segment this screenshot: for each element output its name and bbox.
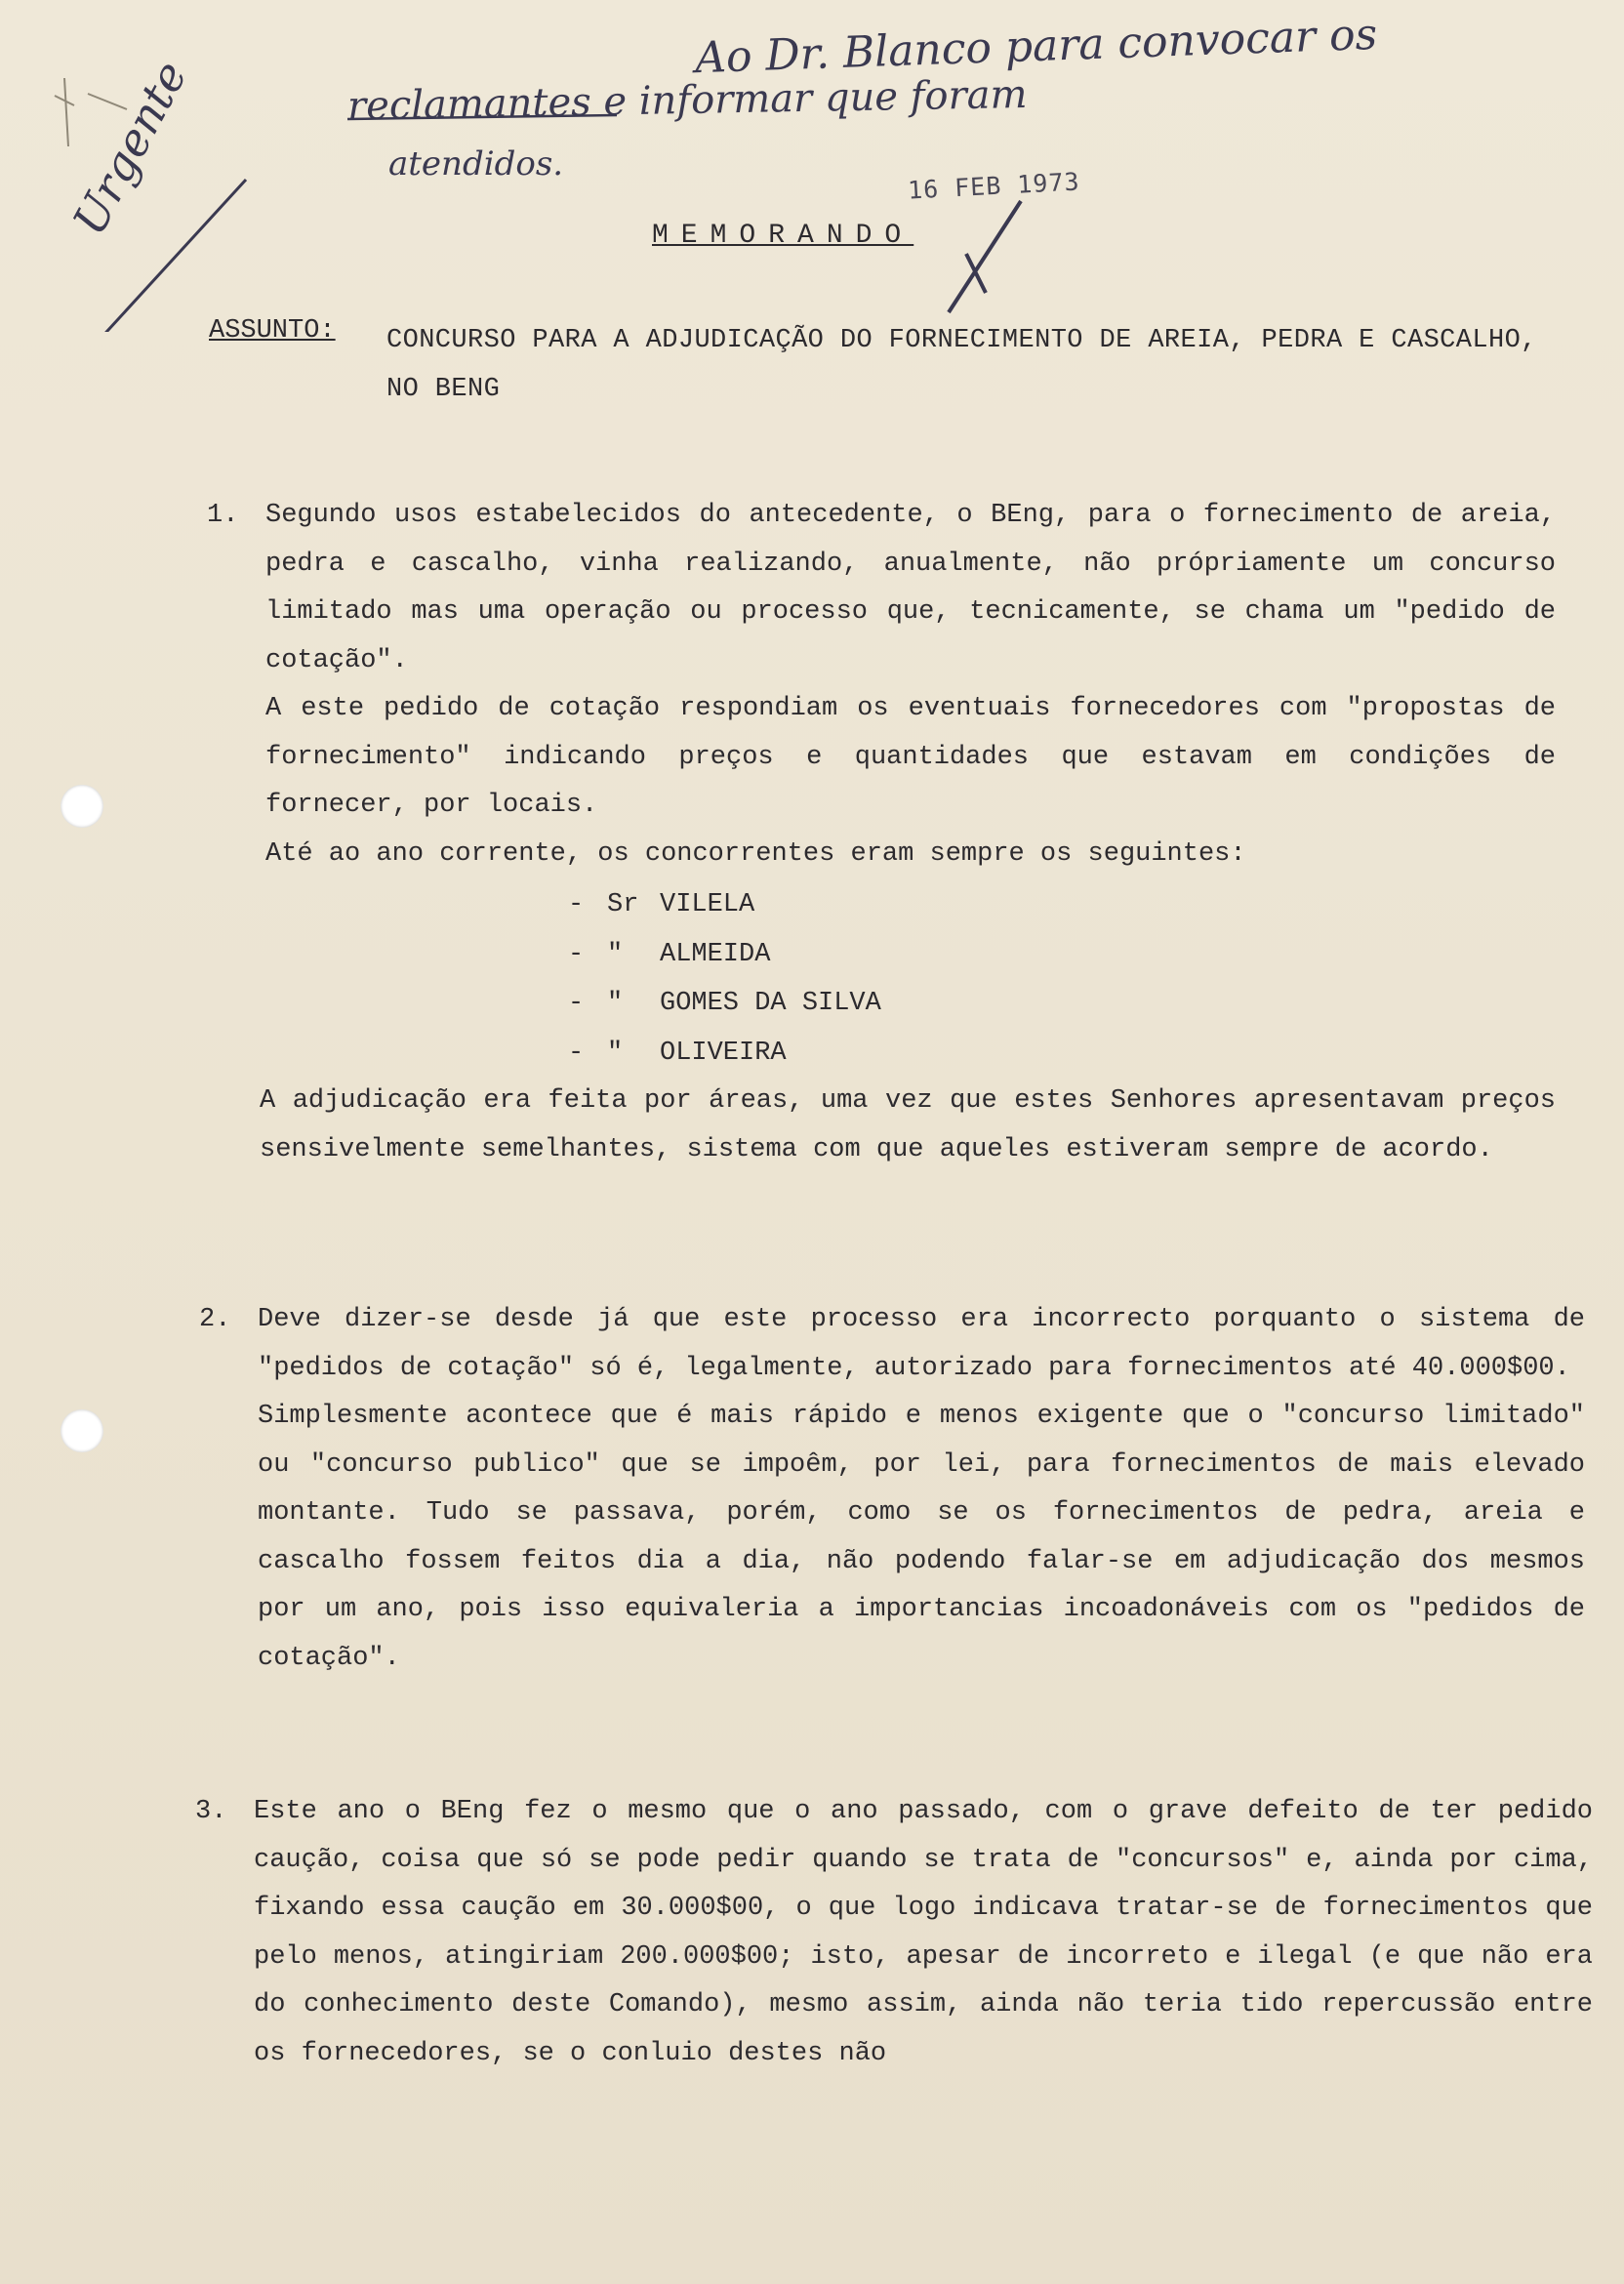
handwritten-note-line-1: Ao Dr. Blanco para convocar os <box>694 9 1378 84</box>
document-title: MEMORANDO <box>652 221 914 251</box>
underline-reclamantes <box>347 115 617 119</box>
handwritten-margin-note: Urgente <box>62 52 198 244</box>
punch-hole-top <box>61 785 103 828</box>
subject-label: ASSUNTO: <box>209 316 336 346</box>
paragraph: A adjudicação era feita por áreas, uma vez que estes Senhores apresentavam preços sensivelmente semelhantes, sistema com que aqueles estiveram sempre de acordo. <box>260 1086 1556 1164</box>
paragraph: Deve dizer-se desde já que este processo era incorrecto porquanto o sistema de "pedidos de cotação" só é, legalmente, autorizado para fornecimentos até 40.000$00. <box>258 1305 1585 1383</box>
received-date-stamp: 16 FEB 1973 <box>907 167 1081 205</box>
paragraph: Segundo usos estabelecidos do antecedente, o BEng, para o fornecimento de areia, pedra e cascalho, vinha realizando, anualmente, não própriamente um concurso limitado mas uma operação ou processo que, tecnicamente, se chama um "pedido de cotação". <box>265 501 1556 675</box>
paragraph: A este pedido de cotação respondiam os eventuais fornecedores com "propostas de fornecimento" indicando preços e quantidades que estavam em condições de fornecer, por locais. <box>265 694 1556 820</box>
section-number: 3. <box>195 1797 227 1826</box>
corner-scribble <box>55 78 127 146</box>
list-item: - " OLIVEIRA <box>568 1038 787 1068</box>
paragraph: Este ano o BEng fez o mesmo que o ano passado, com o grave defeito de ter pedido caução, coisa que só se pode pedir quando se trata de "concursos" e, ainda por cima, fixando essa caução em 30.000$00, o que logo indicava tratar-se de fornecimentos que pelo menos, atingiriam 200.000$00; isto, apesar de incorreto e ilegal (e que não era do conhecimento deste Comando), mesmo assim, ainda não teria tido repercussão entre os fornecedores, se o conluio destes não <box>254 1797 1593 2068</box>
list-item: - " GOMES DA SILVA <box>568 989 881 1018</box>
handwritten-marks <box>0 0 1624 332</box>
section-body <box>260 492 1556 1174</box>
section-body <box>258 1296 1585 1683</box>
margin-stroke <box>98 180 246 332</box>
list-item: - " ALMEIDA <box>568 939 771 969</box>
section-body <box>254 1788 1593 2078</box>
subject-text: CONCURSO PARA A ADJUDICAÇÃO DO FORNECIMENTO DE AREIA, PEDRA E CASCALHO, NO BENG <box>386 326 1537 404</box>
list-item: - Sr VILELA <box>568 890 755 919</box>
section-number: 1. <box>207 501 239 530</box>
section-1 <box>207 492 1556 1174</box>
punch-hole-bottom <box>61 1409 103 1452</box>
section-3 <box>195 1788 1593 2078</box>
bidders-list <box>568 880 1556 1078</box>
section-number: 2. <box>199 1305 231 1334</box>
paragraph: Até ao ano corrente, os concorrentes eram sempre os seguintes: <box>265 838 1246 869</box>
title-check-mark <box>949 201 1021 312</box>
section-2 <box>199 1296 1585 1683</box>
paragraph: Simplesmente acontece que é mais rápido e menos exigente que o "concurso limitado" ou "concurso publico" que se impoêm, por lei, para fornecimentos de mais elevado montante. Tudo se passava, porém, como se os fornecimentos de pedra, areia e cascalho fossem feitos dia a dia, não podendo falar-se em adjudicação dos mesmos por um ano, pois isso equivaleria a importancias incoadonáveis com os "pedidos de cotação". <box>258 1402 1585 1673</box>
handwritten-note-line-3: atendidos. <box>388 144 564 184</box>
handwritten-note-line-2: reclamantes e informar que foram <box>346 71 1028 130</box>
